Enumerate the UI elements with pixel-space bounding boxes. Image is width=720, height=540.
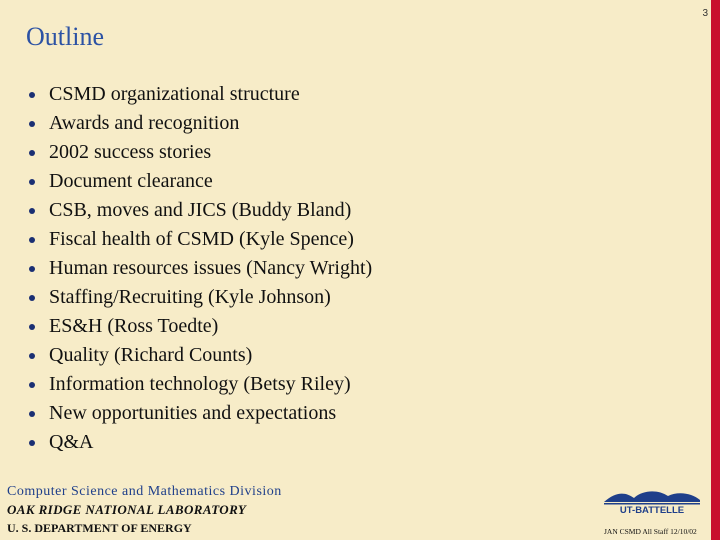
bullet-item xyxy=(24,283,372,312)
bullet-item xyxy=(24,167,372,196)
logo-mountain-icon xyxy=(604,491,700,502)
bullet-icon xyxy=(29,121,35,127)
division-name: Computer Science and Mathematics Division xyxy=(7,484,282,499)
bullet-icon xyxy=(29,150,35,156)
bullet-text: Q&A xyxy=(49,431,94,453)
bullet-icon xyxy=(29,382,35,388)
bullet-icon xyxy=(29,237,35,243)
slide-title: Outline xyxy=(26,22,104,51)
bullet-text: 2002 success stories xyxy=(49,141,212,163)
bullet-text: CSB, moves and JICS (Buddy Bland) xyxy=(49,199,352,221)
bullet-item xyxy=(24,138,372,167)
bullet-text: Quality (Richard Counts) xyxy=(49,344,253,366)
bullet-icon xyxy=(29,266,35,272)
bullet-item xyxy=(24,370,372,399)
bullet-item xyxy=(24,254,372,283)
bullet-item xyxy=(24,225,372,254)
logo-text: UT-BATTELLE xyxy=(619,505,685,516)
bullet-text: Staffing/Recruiting (Kyle Johnson) xyxy=(49,286,331,308)
bullet-text: CSMD organizational structure xyxy=(49,83,300,105)
bullet-item xyxy=(24,399,372,428)
bullet-text: New opportunities and expectations xyxy=(49,402,337,424)
bullet-list xyxy=(24,80,372,457)
bullet-text: ES&H (Ross Toedte) xyxy=(49,315,219,337)
bullet-text: Information technology (Betsy Riley) xyxy=(49,373,351,395)
footer-code: JAN CSMD All Staff 12/10/02 xyxy=(604,527,697,536)
bullet-item xyxy=(24,196,372,225)
doe-name: U. S. DEPARTMENT OF ENERGY xyxy=(7,521,192,535)
bullet-item xyxy=(24,80,372,109)
bullet-icon xyxy=(29,295,35,301)
bullet-text: Fiscal health of CSMD (Kyle Spence) xyxy=(49,228,354,250)
bullet-text: Document clearance xyxy=(49,170,213,192)
bullet-icon xyxy=(29,324,35,330)
accent-bar xyxy=(711,0,720,540)
footer xyxy=(7,483,282,537)
bullet-text: Human resources issues (Nancy Wright) xyxy=(49,257,373,279)
bullet-icon xyxy=(29,208,35,214)
bullet-item xyxy=(24,341,372,370)
bullet-item xyxy=(24,312,372,341)
bullet-item xyxy=(24,109,372,138)
bullet-icon xyxy=(29,179,35,185)
bullet-icon xyxy=(29,353,35,359)
bullet-icon xyxy=(29,411,35,417)
bullet-item xyxy=(24,428,372,457)
page-number: 3 xyxy=(702,8,708,19)
ut-battelle-logo xyxy=(600,486,704,516)
lab-name: OAK RIDGE NATIONAL LABORATORY xyxy=(7,502,247,517)
bullet-icon xyxy=(29,92,35,98)
bullet-text: Awards and recognition xyxy=(49,112,240,134)
bullet-icon xyxy=(29,440,35,446)
